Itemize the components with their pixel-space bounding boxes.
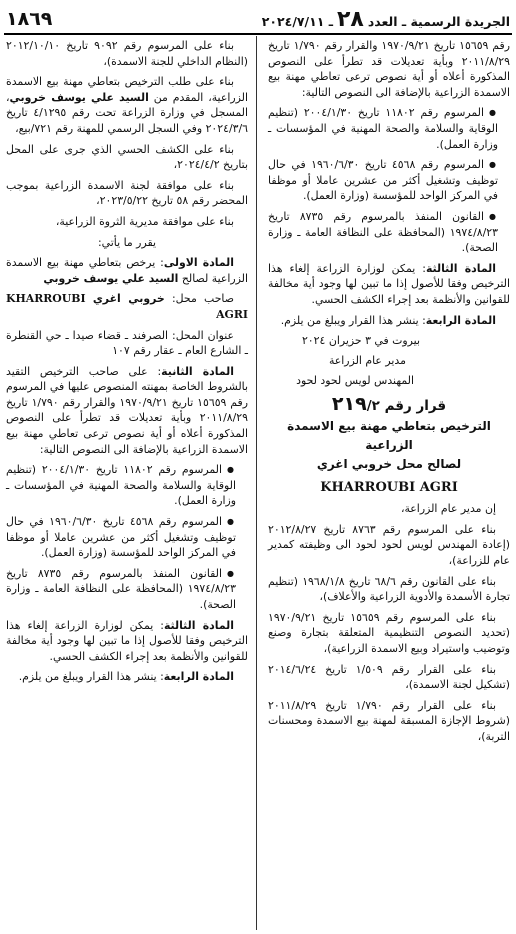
decision-subject-line: لصالح محل خروبي اغري — [316, 456, 462, 471]
article-three — [268, 261, 510, 308]
consideration: بناء على موافقة مديرية الثروة الزراعية، — [55, 214, 234, 228]
article-four — [268, 313, 510, 329]
column-divider — [256, 36, 257, 930]
address-text: الصرفند ـ قضاء صيدا ـ حي القنطرة ـ الشارع العام ـ عقار رقم ١٠٧ — [6, 328, 248, 358]
decision-title — [268, 393, 510, 416]
shop-line — [6, 291, 248, 322]
shop-label: صاحب محل: — [172, 292, 234, 306]
consideration: بناء على موافقة لجنة الاسمدة الزراعية بموجب المحضر رقم ٥٨ تاريخ ٢٠٢٣/٥/٢٢، — [6, 178, 248, 208]
decision-prefix: قرار رقم — [384, 398, 447, 415]
address-line — [6, 328, 248, 359]
consideration-text: ، المسجل في وزارة الزراعة تحت رقم ٤/١٢٩٥ تاريخ ٢٠٢٤/٣/٦ وفي السجل الرسمي للمهنة رقم ٧٢١/بيع، — [6, 90, 249, 135]
decision-subject-line: الترخيص بتعاطي مهنة بيع الاسمدة الزراعية — [287, 418, 491, 452]
article-text: : يمكن لوزارة الزراعة إلغاء هذا الترخيص وفقا للأصول إذا ما تبين لها وجود أية مخالفة للقوانين والأنظمة بعد إجراء الكشف الحسي. — [6, 618, 248, 663]
consideration: بناء على المرسوم رقم ٩٠٩٢ تاريخ ٢٠١٢/١٠/١٠ (النظام الداخلي للجنة الاسمدة)، — [6, 39, 248, 68]
consideration: بناء على المرسوم رقم ٨٧٦٣ تاريخ ٢٠١٢/٨/٢٧ (إعادة المهندس لويس لحود لحود الى وظيفته كمدير عام للزراعة)، — [268, 522, 510, 568]
article-two — [6, 364, 248, 458]
decision-suffix: /٢ — [366, 398, 380, 415]
issuer-line: إن مدير عام الزراعة، — [400, 502, 496, 516]
article-label: المادة الثانية — [161, 364, 234, 378]
bullet-item: ● المرسوم رقم ٤٥٦٨ تاريخ ١٩٦٠/٦/٣٠ في حال توظيف وتشغيل أكثر من عشرين عاملا أو موظفا في المركز الواحد للمؤسسة (وزارة العمل). — [268, 157, 510, 204]
article-one — [6, 255, 248, 286]
licensee-name: السيد علي يوسف خروبي — [43, 271, 179, 285]
article-label: المادة الثالثة — [163, 618, 234, 632]
consideration: بناء على القانون رقم ٦٨/٦ تاريخ ١٩٦٨/١/٨ (تنظيم تجارة الأسمدة والأدوية الزراعية والأعلاف)، — [268, 574, 510, 604]
article-text: : ينشر هذا القرار ويبلغ من يلزم. — [18, 670, 164, 684]
bullet-item: ● المرسوم رقم ٤٥٦٨ تاريخ ١٩٦٠/٦/٣٠ في حال توظيف وتشغيل أكثر من عشرين عاملا أو موظفا في المركز الواحد للمؤسسة (وزارة العمل). — [6, 514, 248, 561]
signature-name: المهندس لويس لحود لحود — [296, 374, 414, 388]
left-column — [6, 38, 248, 690]
article-label: المادة الثالثة — [425, 261, 496, 275]
issue-date: ـ ٢٠٢٤/٧/١١ — [261, 13, 333, 29]
article-text: : يمكن لوزارة الزراعة إلغاء هذا الترخيص وفقا للأصول إذا ما تبين لها وجود أية مخالفة للقوانين والأنظمة بعد إجراء الكشف الحسي. — [268, 261, 510, 306]
bullet-item: ● المرسوم رقم ١١٨٠٢ تاريخ ٢٠٠٤/١/٣٠ (تنظيم الوقاية والسلامة والصحة المهنية في المؤسسات ـ وزارة العمل). — [268, 105, 510, 152]
signature-title: مدير عام الزراعة — [328, 354, 406, 368]
consideration: بناء على القرار رقم ١/٥٠٩ تاريخ ٢٠١٤/٦/٢٤ (تشكيل لجنة الاسمدة)، — [268, 662, 510, 692]
article-label: المادة الرابعة — [163, 670, 234, 684]
consideration: بناء على القرار رقم ١/٧٩٠ تاريخ ٢٠١١/٨/٢٩ (شروط الإجازة المسبقة لمهنة بيع الاسمدة ومحسنات التربة)، — [268, 698, 510, 743]
header-rule — [4, 33, 512, 35]
consideration: بناء على الكشف الحسي الذي جرى على المحل بتاريخ ٢٠٢٤/٤/٢، — [6, 142, 248, 172]
article-text: : يرخص بتعاطي مهنة بيع الاسمدة الزراعية لصالح — [6, 256, 248, 285]
article-four — [6, 669, 248, 685]
page-header — [6, 6, 510, 32]
article-text: : على صاحب الترخيص التقيد بالشروط الخاصة بمهنته المنصوص عليها في المرسوم رقم ١٥٦٥٩ تاريخ ١٩٧٠/٩/٢١ والقرار رقم ١/٧٩٠ تاريخ ٢٠١١/٨/٢٩ وبأية تعديلات قد تطرأ على النصوص المذكورة أعلاه أو أية نصوص ترعى تعاطي مهنة بيع الاسمدة الزراعية بالإضافة الى النصوص التالية: — [6, 364, 248, 456]
consideration — [6, 74, 248, 136]
bullet-item: ● القانون المنفذ بالمرسوم رقم ٨٧٣٥ تاريخ ١٩٧٤/٨/٢٣ (المحافظة على النظافة العامة ـ وزارة الصحة). — [268, 209, 510, 256]
bullet-item: ● المرسوم رقم ١١٨٠٢ تاريخ ٢٠٠٤/١/٣٠ (تنظيم الوقاية والسلامة والصحة المهنية في المؤسسات ـ وزارة العمل). — [6, 462, 248, 509]
decides-line: يقرر ما يأتي: — [97, 235, 156, 249]
consideration-text: بناء على طلب الترخيص بتعاطي مهنة بيع الاسمدة الزراعية، المقدم من — [6, 75, 248, 104]
article-label: المادة الاولى — [163, 256, 234, 270]
continued-text: رقم ١٥٦٥٩ تاريخ ١٩٧٠/٩/٢١ والقرار رقم ١/٧٩٠ تاريخ ٢٠١١/٨/٢٩ وبأية تعديلات قد تطرأ على النصوص المذكورة أعلاه أو أية نصوص ترعى تعاطي مهنة بيع الاسمدة الزراعية بالإضافة الى النصوص التالية: — [268, 39, 510, 99]
right-column — [268, 38, 510, 750]
issue-number: ٢٨ — [336, 6, 364, 32]
applicant-name: السيد علي يوسف خروبي — [9, 90, 149, 104]
article-text: : ينشر هذا القرار ويبلغ من يلزم. — [280, 313, 426, 327]
shop-name: خروبي اغري — [92, 292, 165, 306]
bullet-item: ● القانون المنفذ بالمرسوم رقم ٨٧٣٥ تاريخ ١٩٧٤/٨/٢٣ (المحافظة على النظافة العامة ـ وزارة الصحة). — [6, 566, 248, 613]
address-label: عنوان المحل: — [172, 328, 235, 342]
article-label: المادة الرابعة — [425, 313, 496, 327]
decision-number: ٢١٩ — [331, 393, 367, 416]
shop-latin-name: KHARROUBI AGRI — [6, 292, 248, 321]
page-number: ١٨٦٩ — [6, 8, 53, 30]
signature-place-date: بيروت في ٣ حزيران ٢٠٢٤ — [301, 334, 420, 348]
decision-subject — [268, 417, 510, 474]
consideration: بناء على المرسوم رقم ١٥٦٥٩ تاريخ ١٩٧٠/٩/٢١ (تحديد النصوص التنظيمية المتعلقة بتجارة وصنع وتوضيب واستيراد وبيع الاسمدة الزراعية)، — [268, 610, 510, 656]
decision-latin-name: KHARROUBI AGRI — [320, 479, 458, 495]
journal-title — [262, 7, 510, 32]
article-three — [6, 618, 248, 665]
journal-name: الجريدة الرسمية ـ العدد — [367, 13, 510, 29]
